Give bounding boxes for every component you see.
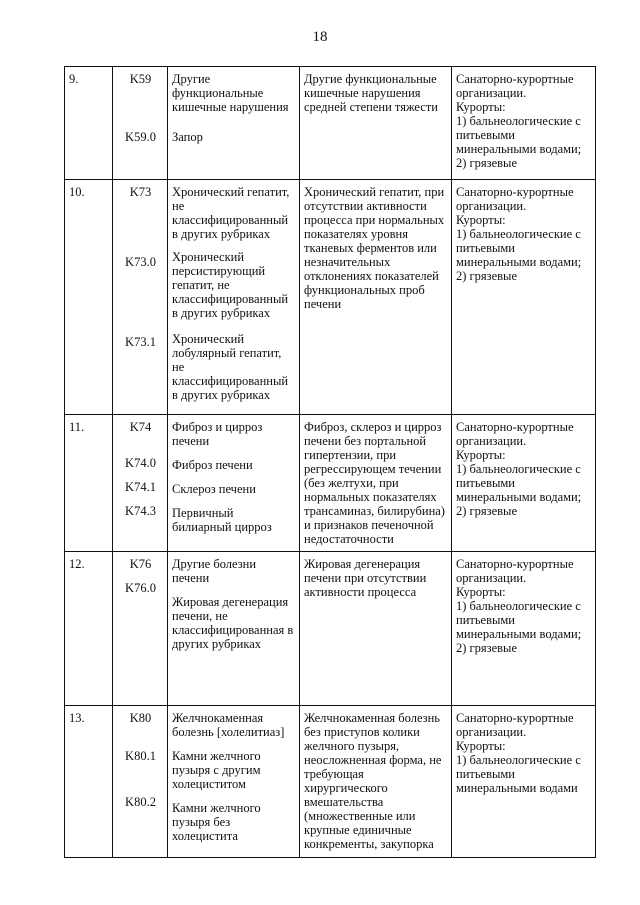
treatment-line: Курорты: [456, 448, 506, 462]
icd-code: K74.3 [125, 504, 156, 518]
disease-name-cell [168, 415, 300, 552]
icd-code: K59 [129, 72, 152, 86]
row-number: 11. [65, 415, 113, 552]
table-row [65, 415, 596, 552]
treatment-line: 2) грязевые [456, 641, 517, 655]
treatment-line: 2) грязевые [456, 504, 517, 518]
condition-description: Желчнокаменная болезнь без приступов колики желчного пузыря, неосложненная форма, не требующая хирургического вмешательства (множественные или крупные единичные конкременты, закупорка [300, 706, 452, 858]
treatment-line: 2) грязевые [456, 269, 517, 283]
table-row [65, 552, 596, 706]
table-row [65, 706, 596, 858]
disease-name-cell [168, 552, 300, 706]
condition-description: Другие функциональные кишечные нарушения средней степени тяжести [300, 67, 452, 180]
icd-code: K80.1 [125, 749, 156, 763]
treatment-line: Санаторно-курортные организации. [456, 557, 574, 585]
treatment-cell [452, 180, 596, 415]
disease-name-cell [168, 67, 300, 180]
disease-name-cell [168, 180, 300, 415]
disease-name: Камни желчного пузыря с другим холециститом [172, 749, 261, 791]
treatment-line: Санаторно-курортные организации. [456, 420, 574, 448]
disease-name: Желчнокаменная болезнь [холелитиаз] [172, 711, 285, 739]
disease-name: Фиброз печени [172, 458, 253, 472]
table-row [65, 180, 596, 415]
indications-table [64, 66, 596, 858]
icd-code: K74.0 [125, 456, 156, 470]
treatment-line: Курорты: [456, 739, 506, 753]
icd-code-cell [113, 552, 168, 706]
icd-code: K74 [129, 420, 152, 434]
icd-code-cell [113, 180, 168, 415]
icd-code-cell [113, 415, 168, 552]
icd-code: K73.1 [125, 335, 156, 349]
page-number: 18 [312, 29, 328, 45]
treatment-line: 1) бальнеологические с питьевыми минеральными водами; [456, 599, 582, 641]
treatment-line: Санаторно-курортные организации. [456, 185, 574, 213]
disease-name-cell [168, 706, 300, 858]
treatment-line: Курорты: [456, 100, 506, 114]
icd-code-cell [113, 67, 168, 180]
treatment-line: 2) грязевые [456, 156, 517, 170]
disease-name: Фиброз и цирроз печени [172, 420, 263, 448]
condition-description: Фиброз, склероз и цирроз печени без портальной гипертензии, при регрессирующем течении (без желтухи, при нормальных показателях трансаминаз, билирубина) и признаков печеночной недостаточности [300, 415, 452, 552]
treatment-line: Курорты: [456, 213, 506, 227]
icd-code-cell [113, 706, 168, 858]
treatment-line: 1) бальнеологические с питьевыми минеральными водами; [456, 114, 582, 156]
treatment-line: Курорты: [456, 585, 506, 599]
treatment-line: Санаторно-курортные организации. [456, 72, 574, 100]
icd-code: K73 [129, 185, 152, 199]
icd-code: K80 [129, 711, 152, 725]
disease-name: Жировая дегенерация печени, не классифицированная в других рубриках [172, 595, 294, 651]
disease-name: Хронический гепатит, не классифицированный в других рубриках [172, 185, 290, 241]
row-number: 9. [65, 67, 113, 180]
treatment-line: Санаторно-курортные организации. [456, 711, 574, 739]
disease-name: Другие функциональные кишечные нарушения [172, 72, 289, 114]
icd-code: K76 [129, 557, 152, 571]
disease-name: Склероз печени [172, 482, 256, 496]
icd-code: K74.1 [125, 480, 156, 494]
row-number: 10. [65, 180, 113, 415]
treatment-cell [452, 415, 596, 552]
icd-code: K73.0 [125, 255, 156, 269]
row-number: 12. [65, 552, 113, 706]
icd-code: K80.2 [125, 795, 156, 809]
condition-description: Хронический гепатит, при отсутствии активности процесса при нормальных показателях уровня тканевых ферментов или незначительных отклонениях показателей функциональных проб печени [300, 180, 452, 415]
treatment-line: 1) бальнеологические с питьевыми минеральными водами [456, 753, 581, 795]
table-row [65, 67, 596, 180]
icd-code: K76.0 [125, 581, 156, 595]
disease-name: Хронический лобулярный гепатит, не классифицированный в других рубриках [172, 332, 289, 402]
icd-code: K59.0 [125, 130, 156, 144]
disease-name: Хронический персистирующий гепатит, не классифицированный в других рубриках [172, 250, 289, 320]
row-number: 13. [65, 706, 113, 858]
condition-description: Жировая дегенерация печени при отсутствии активности процесса [300, 552, 452, 706]
disease-name: Первичный билиарный цирроз [172, 506, 272, 534]
disease-name: Запор [172, 130, 203, 144]
treatment-line: 1) бальнеологические с питьевыми минеральными водами; [456, 462, 582, 504]
treatment-cell [452, 706, 596, 858]
treatment-cell [452, 67, 596, 180]
disease-name: Камни желчного пузыря без холецистита [172, 801, 261, 843]
treatment-cell [452, 552, 596, 706]
disease-name: Другие болезни печени [172, 557, 257, 585]
treatment-line: 1) бальнеологические с питьевыми минеральными водами; [456, 227, 582, 269]
